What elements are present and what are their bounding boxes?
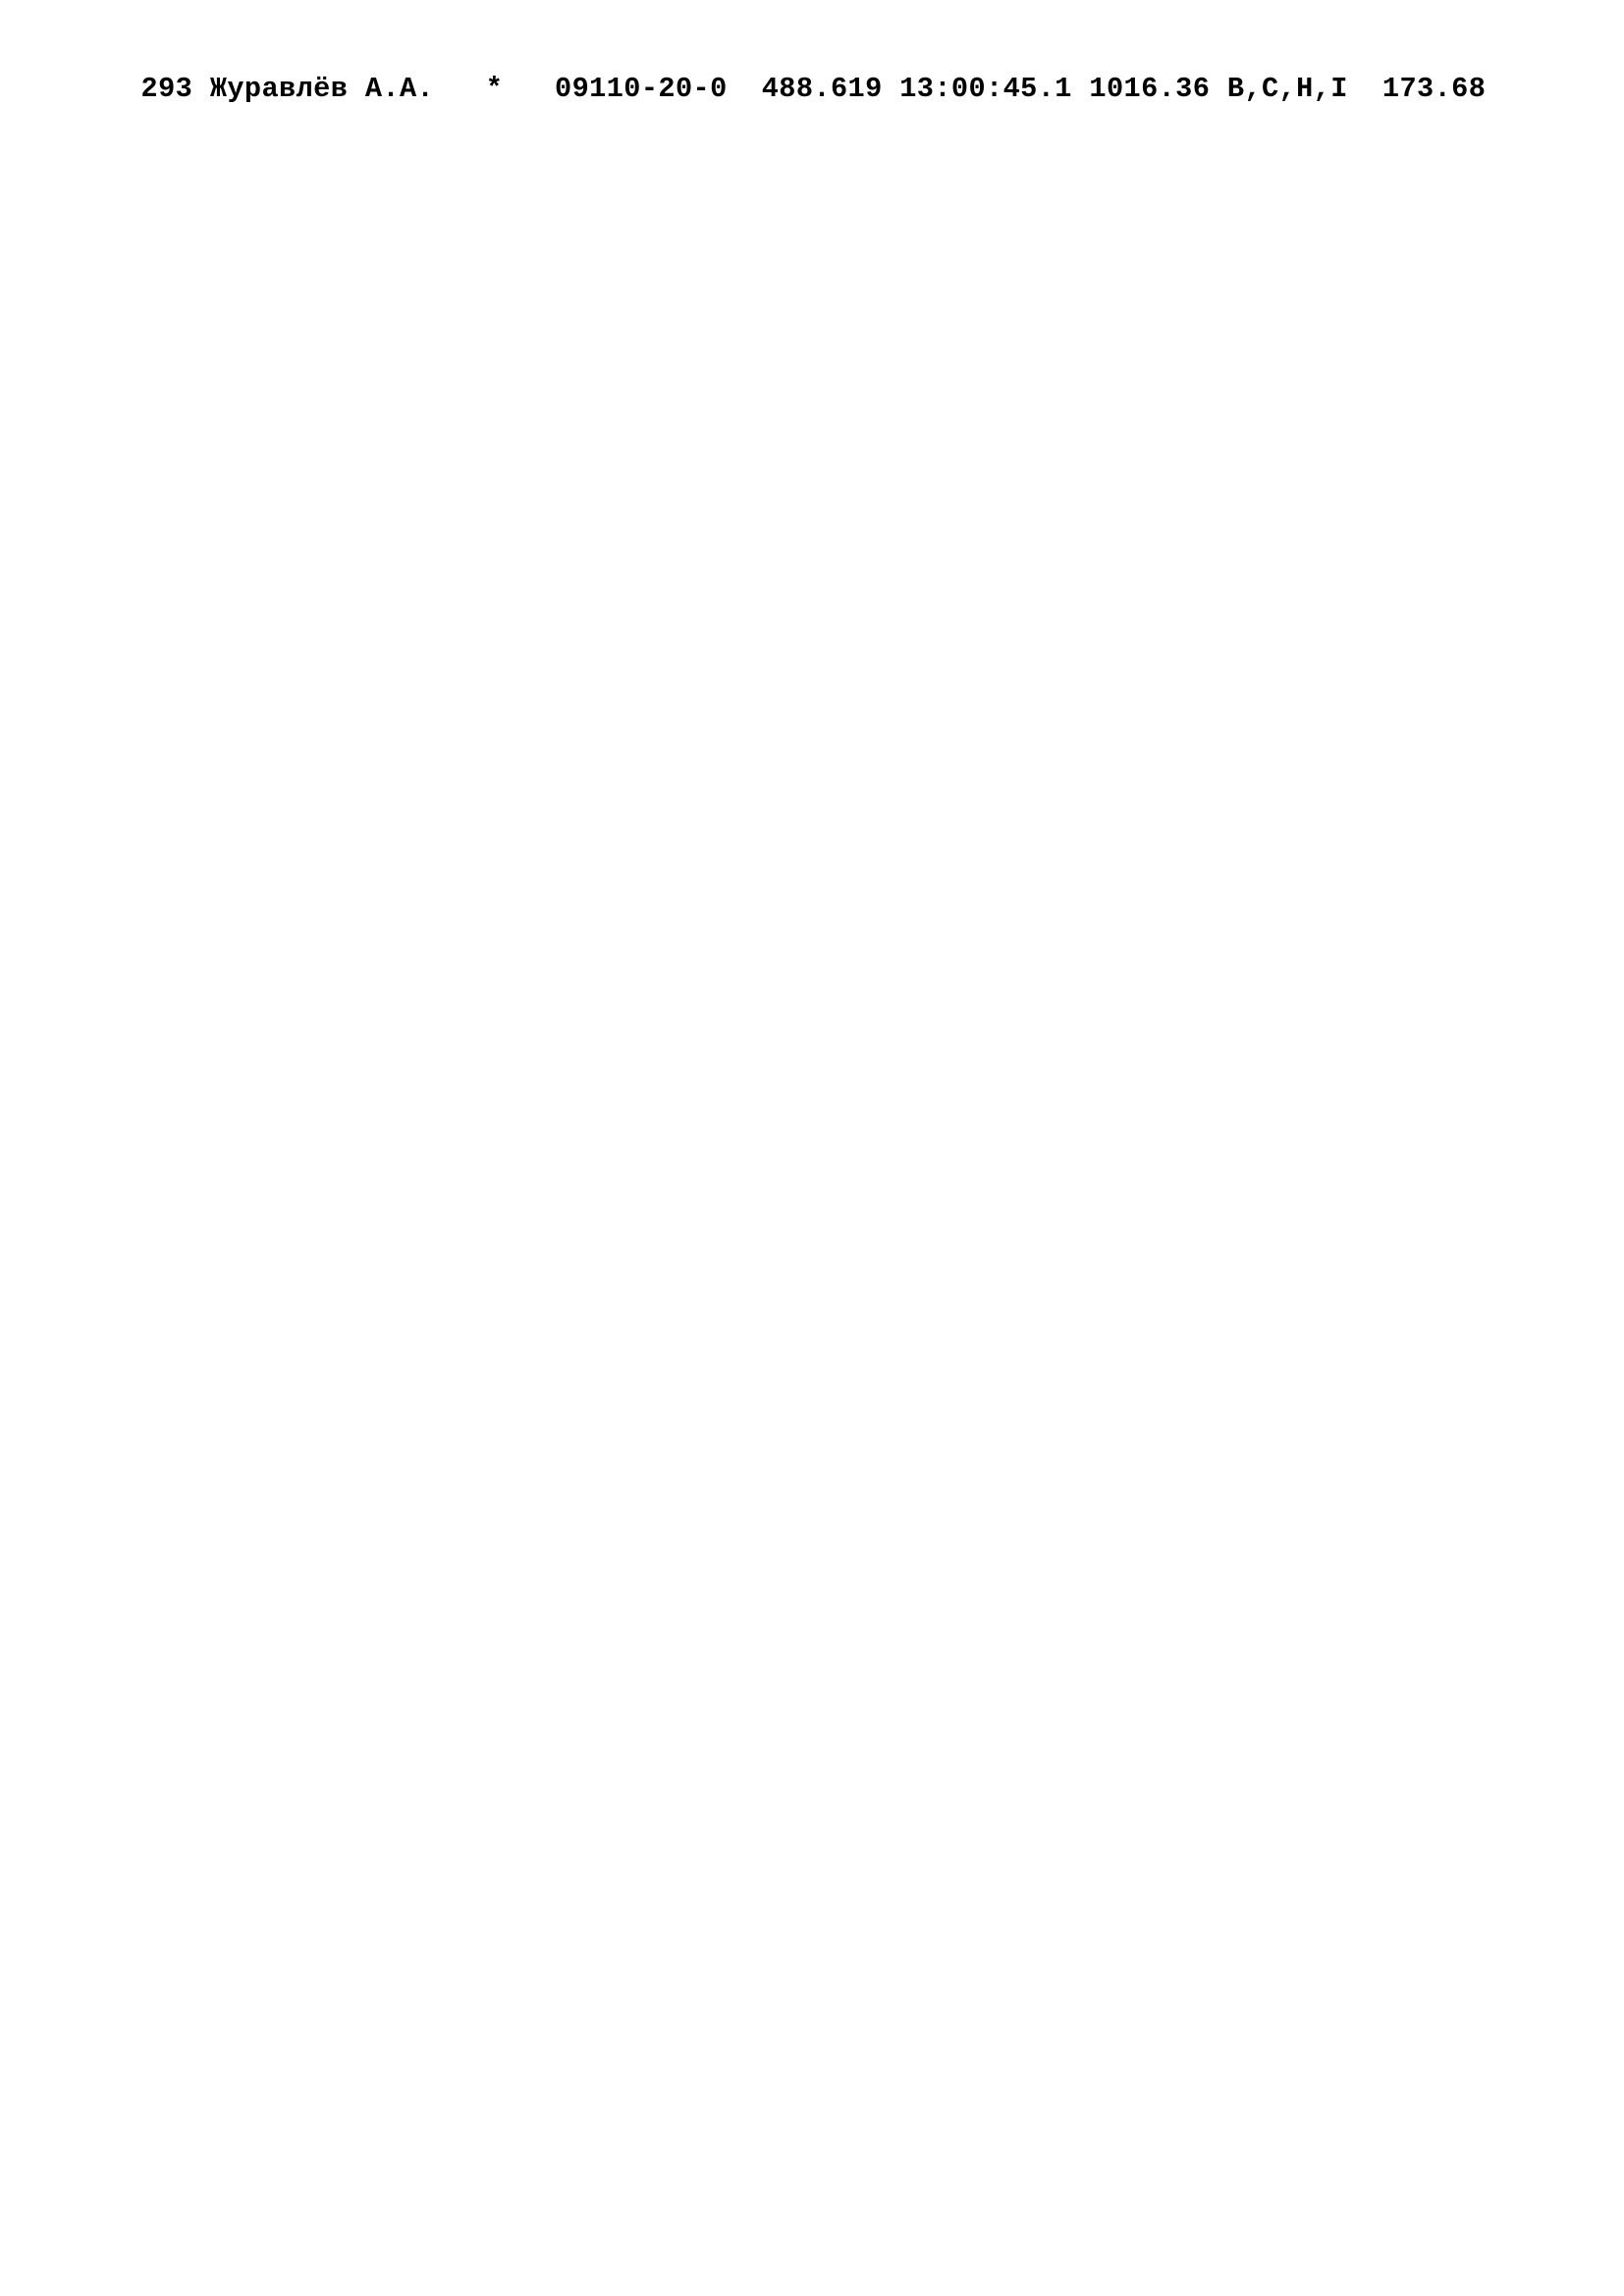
trainer-cell: Журавлёв А.А. — [209, 73, 435, 105]
time-cell: 13:00:45.1 — [899, 73, 1072, 105]
table-row: 293 Журавлёв А.А. * 09110-20-0 488.619 13:00:45.1 1016.36 B,C,H,I 173.68 — [124, 73, 1487, 105]
category-cell: B,C,H,I — [1226, 73, 1348, 105]
results-report — [124, 73, 1597, 107]
fci-cell: 173.68 — [1381, 73, 1487, 105]
km-cell: 488.619 — [761, 73, 883, 105]
speed-cell: 1016.36 — [1089, 73, 1211, 105]
ring-cell: 09110-20-0 — [555, 73, 728, 105]
